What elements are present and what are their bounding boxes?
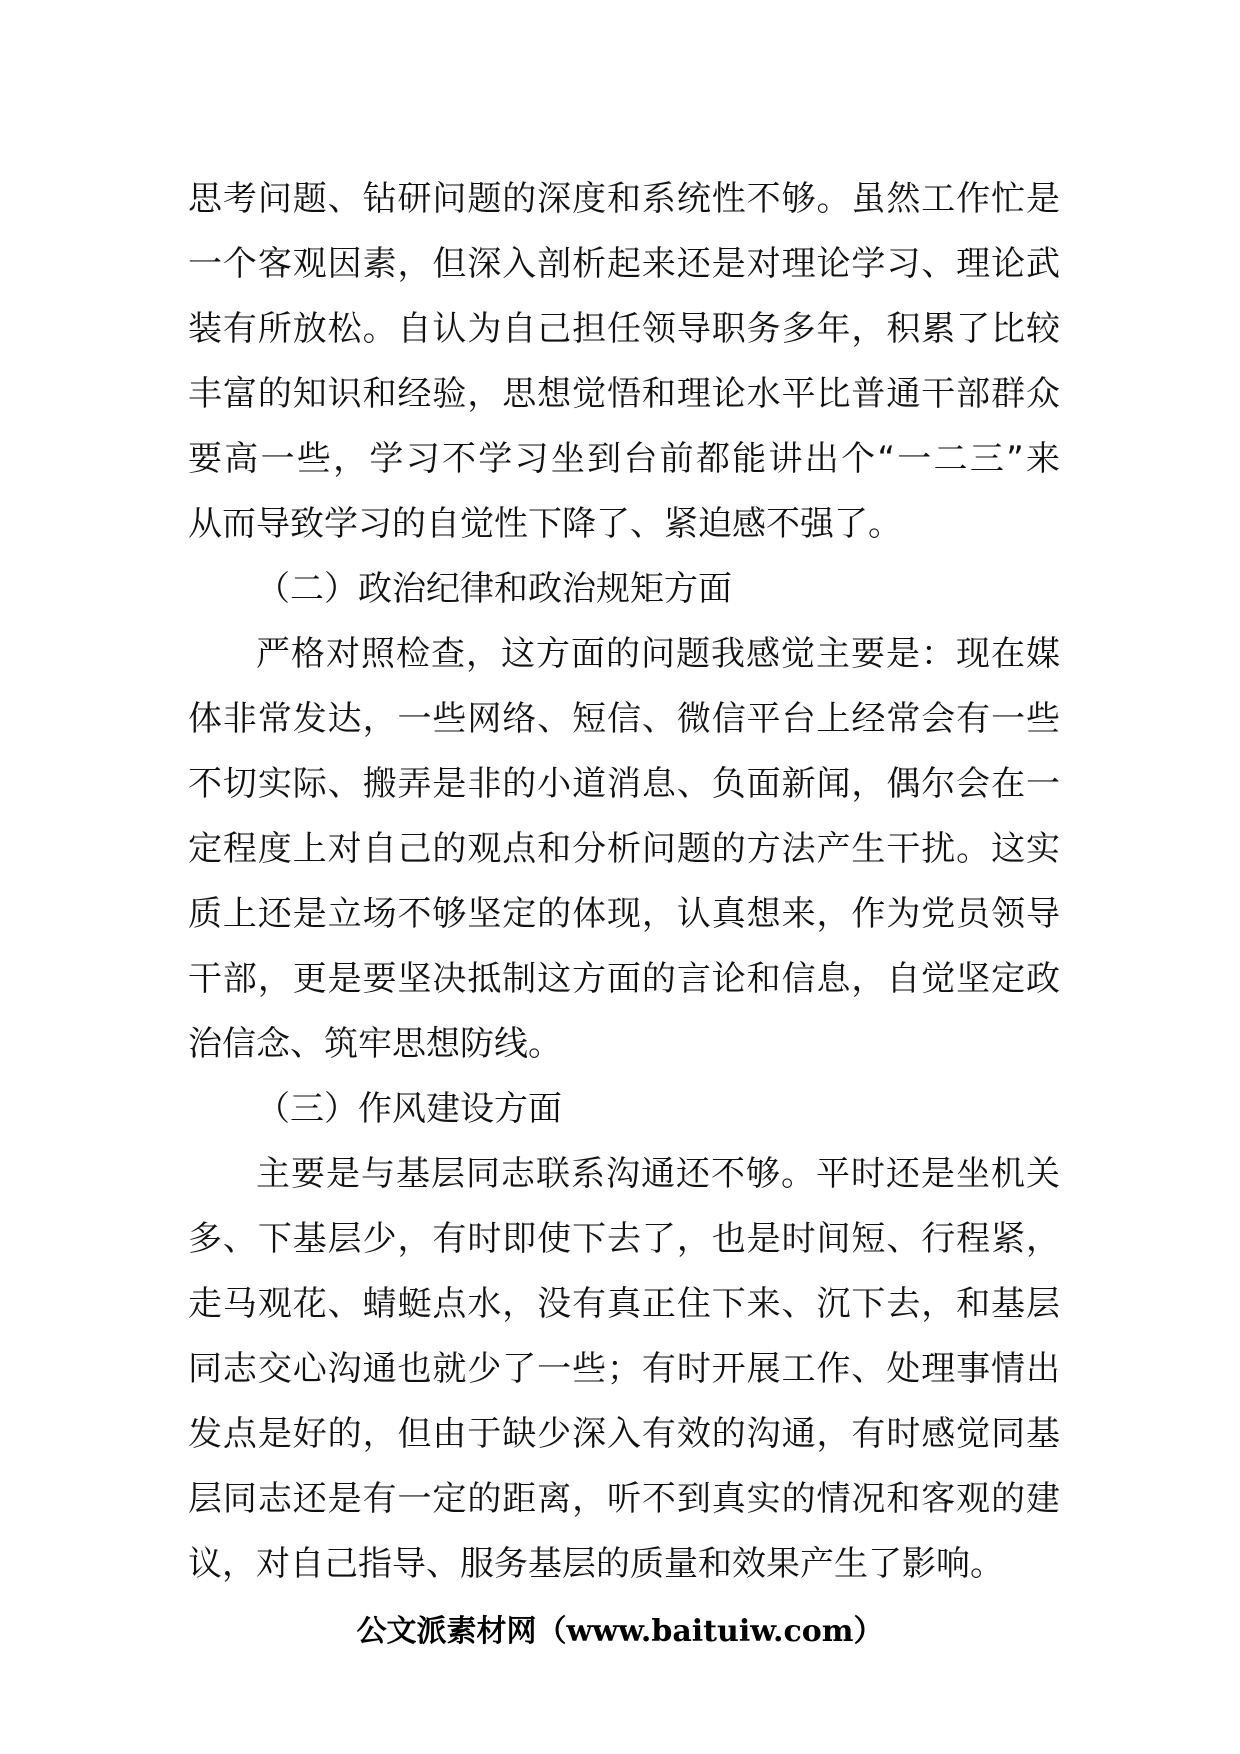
paragraph-first-line: 严格对照检查，这方面的问题我感觉主要是：现在媒 bbox=[256, 634, 1060, 674]
footer-source-text: 公文派素材网（www.baituiw.com） bbox=[356, 1614, 884, 1649]
body-text-line: 走马观花、蜻蜓点水，没有真正住下来、沉下去，和基层 bbox=[188, 1284, 1060, 1324]
body-text-line: 治信念、筑牢思想防线。 bbox=[188, 1024, 562, 1064]
body-text-line: 发点是好的，但由于缺少深入有效的沟通，有时感觉同基 bbox=[188, 1414, 1060, 1454]
body-text-line: 同志交心沟通也就少了一些；有时开展工作、处理事情出 bbox=[188, 1349, 1060, 1389]
body-text-line: 多、下基层少，有时即使下去了，也是时间短、行程紧， bbox=[188, 1219, 1060, 1259]
body-text-line: 层同志还是有一定的距离，听不到真实的情况和客观的建 bbox=[188, 1479, 1060, 1519]
body-text-line: 干部，更是要坚决抵制这方面的言论和信息，自觉坚定政 bbox=[188, 959, 1060, 999]
body-text-line: 装有所放松。自认为自己担任领导职务多年，积累了比较 bbox=[188, 309, 1060, 349]
body-text-line: 要高一些，学习不学习坐到台前都能讲出个“一二三”来 bbox=[188, 439, 1060, 479]
paragraph-first-line: 主要是与基层同志联系沟通还不够。平时还是坐机关 bbox=[256, 1154, 1060, 1194]
body-text-line: 一个客观因素，但深入剖析起来还是对理论学习、理论武 bbox=[188, 244, 1060, 284]
body-text-line: 质上还是立场不够坚定的体现，认真想来，作为党员领导 bbox=[188, 894, 1060, 934]
body-text-line: 定程度上对自己的观点和分析问题的方法产生干扰。这实 bbox=[188, 829, 1060, 869]
body-text-line: 丰富的知识和经验，思想觉悟和理论水平比普通干部群众 bbox=[188, 374, 1060, 414]
section-heading: （二）政治纪律和政治规矩方面 bbox=[256, 569, 732, 609]
body-text-line: 不切实际、搬弄是非的小道消息、负面新闻，偶尔会在一 bbox=[188, 764, 1060, 804]
body-text-line: 从而导致学习的自觉性下降了、紧迫感不强了。 bbox=[188, 504, 902, 544]
document-body bbox=[188, 167, 1060, 1597]
body-text-line: 议，对自己指导、服务基层的质量和效果产生了影响。 bbox=[188, 1544, 1004, 1584]
body-text-line: 思考问题、钻研问题的深度和系统性不够。虽然工作忙是 bbox=[188, 179, 1060, 219]
section-heading: （三）作风建设方面 bbox=[256, 1089, 562, 1129]
body-text-line: 体非常发达，一些网络、短信、微信平台上经常会有一些 bbox=[188, 699, 1060, 739]
